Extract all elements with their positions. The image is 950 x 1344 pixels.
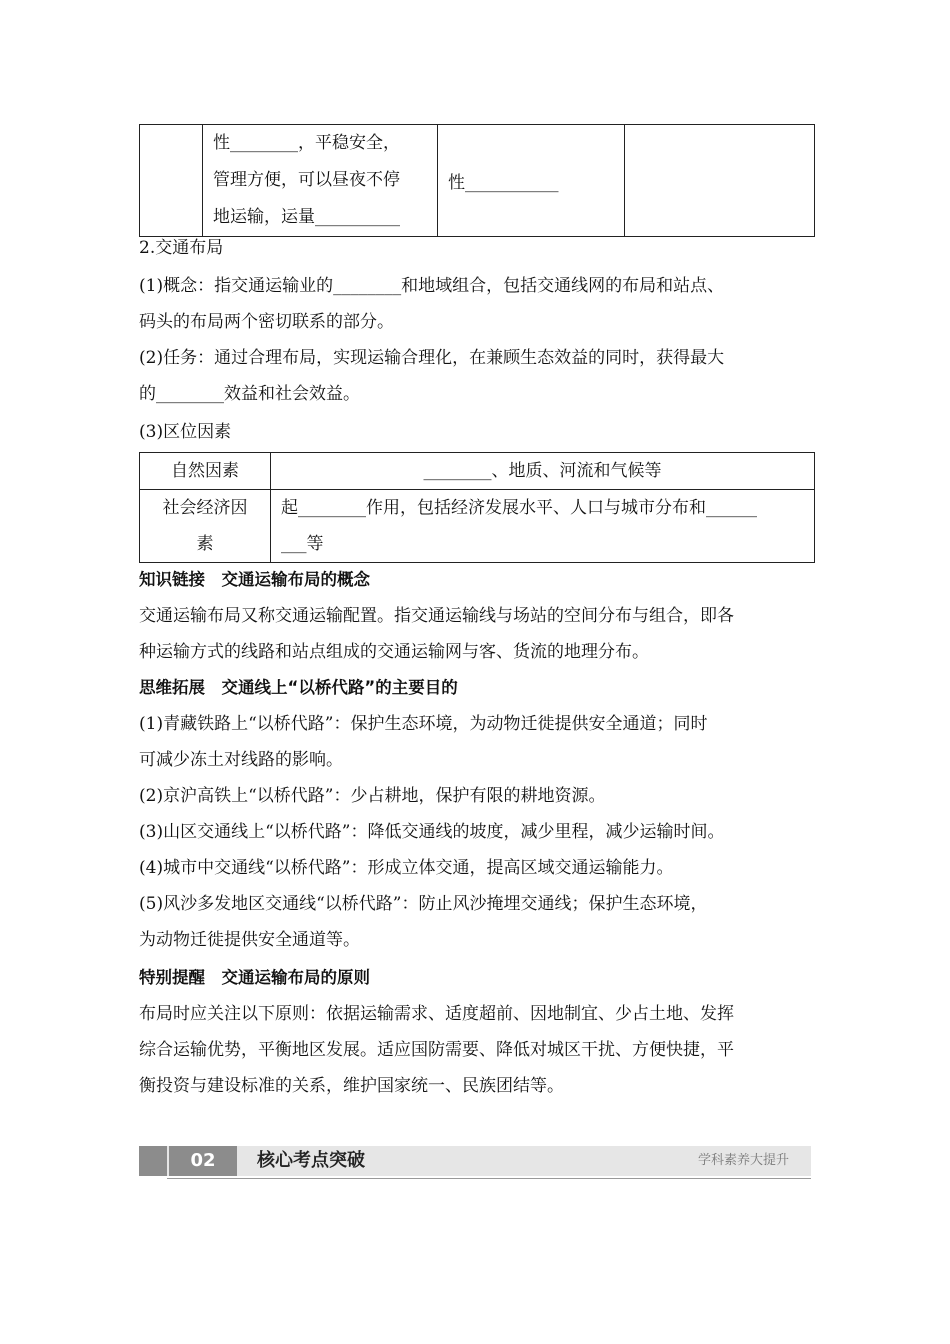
section-title: 2.交通布局: [139, 238, 224, 258]
transport-comparison-table: [139, 124, 815, 237]
paragraph-line: (5)风沙多发地区交通线“以桥代路”：防止风沙掩埋交通线；保护生态环境，: [139, 894, 708, 914]
paragraph-line: (2)任务：通过合理布局，实现运输合理化，在兼顾生态效益的同时，获得最大: [139, 348, 725, 368]
paragraph-line: 衡投资与建设标准的关系，维护国家统一、民族团结等。: [139, 1076, 564, 1096]
paragraph-line: 的________效益和社会效益。: [139, 384, 360, 404]
knowledge-link-heading: 知识链接 交通运输布局的概念: [139, 570, 370, 589]
banner-title: 核心考点突破: [257, 1150, 365, 1171]
banner-number: 02: [169, 1146, 237, 1176]
table-cell-limits: 性___________: [438, 125, 625, 237]
paragraph-line: (2)京沪高铁上“以桥代路”：少占耕地，保护有限的耕地资源。: [139, 786, 606, 806]
paragraph-line: 可减少冻土对线路的影响。: [139, 750, 343, 770]
paragraph-line: (4)城市中交通线“以桥代路”：形成立体交通，提高区域交通运输能力。: [139, 858, 674, 878]
subsection-title: (3)区位因素: [139, 422, 232, 442]
paragraph-line: (1)概念：指交通运输业的________和地域组合，包括交通线网的布局和站点、: [139, 276, 725, 296]
paragraph-line: (3)山区交通线上“以桥代路”：降低交通线的坡度，减少里程，减少运输时间。: [139, 822, 725, 842]
factor-label: [140, 490, 271, 563]
paragraph-line: 码头的布局两个密切联系的部分。: [139, 312, 394, 332]
factor-value: ________、地质、河流和气候等: [271, 453, 815, 490]
paragraph-line: 布局时应关注以下原则：依据运输需求、适度超前、因地制宜、少占土地、发挥: [139, 1004, 734, 1024]
banner-underline: [167, 1178, 811, 1179]
paragraph-line: (1)青藏铁路上“以桥代路”：保护生态环境，为动物迁徙提供安全通道；同时: [139, 714, 708, 734]
thinking-expansion-heading: 思维拓展 交通线上“以桥代路”的主要目的: [139, 678, 458, 697]
banner-accent: [139, 1146, 167, 1176]
label-line: 素: [196, 534, 214, 554]
factor-label: 自然因素: [140, 453, 271, 490]
value-line: 起________作用，包括经济发展水平、人口与城市分布和______: [281, 498, 757, 518]
table-cell-features: [203, 125, 438, 237]
banner-subtitle: 学科素养大提升: [697, 1153, 789, 1168]
paragraph-line: 交通运输布局又称交通运输配置。指交通运输线与场站的空间分布与组合，即各: [139, 606, 734, 626]
table-cell-empty: [140, 125, 203, 237]
special-reminder-heading: 特别提醒 交通运输布局的原则: [139, 968, 370, 987]
location-factors-table: [139, 452, 815, 563]
label-line: 社会经济因: [162, 498, 248, 518]
table-cell-empty: [625, 125, 815, 237]
value-line: ___等: [281, 534, 324, 554]
cell-line: 地运输，运量__________: [213, 207, 400, 227]
cell-line: 性________，平稳安全，: [213, 133, 400, 153]
paragraph-line: 种运输方式的线路和站点组成的交通运输网与客、货流的地理分布。: [139, 642, 649, 662]
paragraph-line: 为动物迁徙提供安全通道等。: [139, 930, 360, 950]
paragraph-line: 综合运输优势，平衡地区发展。适应国防需要、降低对城区干扰、方便快捷，平: [139, 1040, 734, 1060]
cell-line: 管理方便，可以昼夜不停: [213, 170, 400, 190]
factor-value: [271, 490, 815, 563]
section-banner: [139, 1146, 811, 1180]
